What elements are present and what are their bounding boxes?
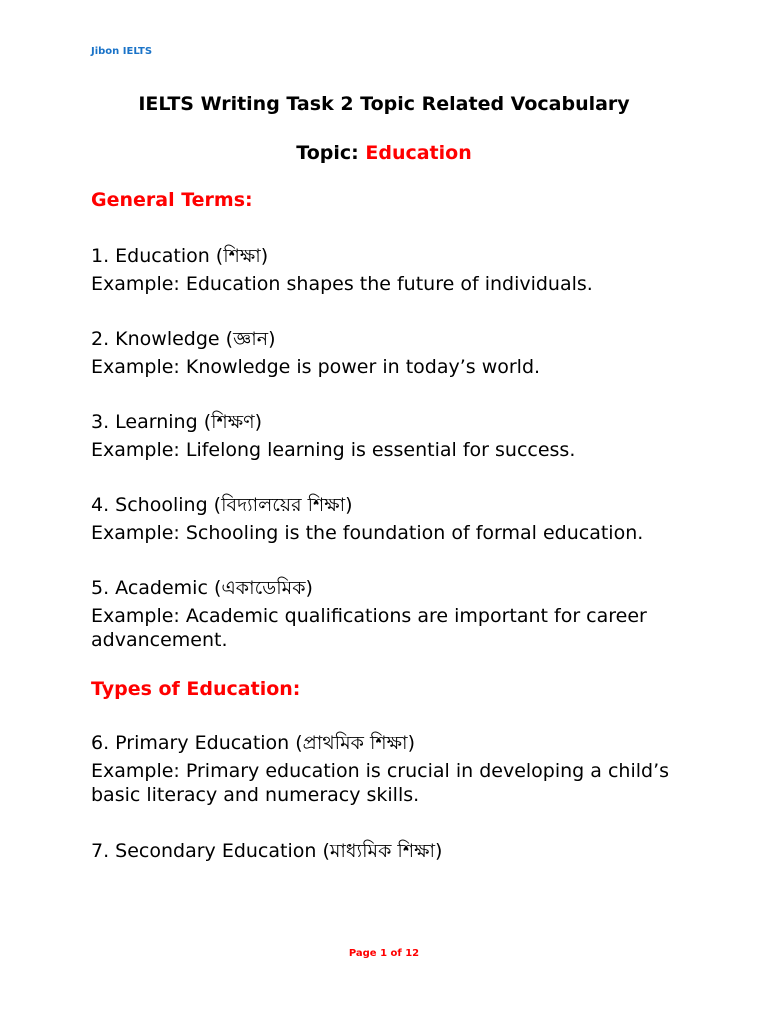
vocab-term: 2. Knowledge (জ্ঞান): [91, 328, 276, 350]
section-heading-types-of-education: Types of Education:: [91, 678, 301, 700]
topic-prefix: Topic:: [296, 142, 366, 164]
vocab-term: 7. Secondary Education (মাধ্যমিক শিক্ষা): [91, 840, 443, 862]
vocab-example: Example: Primary education is crucial in developing a child’s basic literacy and numeracy skills.: [91, 760, 670, 806]
vocab-term: 5. Academic (একাডেমিক): [91, 577, 313, 599]
vocab-example: Example: Knowledge is power in today’s world.: [91, 356, 541, 378]
page-number: Page 1 of 12: [348, 948, 420, 959]
vocab-term: 6. Primary Education (প্রাথমিক শিক্ষা): [91, 732, 415, 754]
vocab-entry-5: [91, 576, 691, 652]
vocab-entry-6: [91, 731, 691, 807]
vocab-term: 1. Education (শিক্ষা): [91, 245, 269, 267]
vocab-entry-7: [91, 839, 691, 863]
vocab-term: 3. Learning (শিক্ষণ): [91, 411, 263, 433]
vocab-entry-4: [91, 493, 691, 545]
vocab-example: Example: Lifelong learning is essential for success.: [91, 439, 576, 461]
vocab-example: Example: Schooling is the foundation of formal education.: [91, 522, 644, 544]
section-heading-general-terms: General Terms:: [91, 189, 253, 211]
vocab-entry-2: [91, 327, 691, 379]
vocab-example: Example: Academic qualifications are important for career advancement.: [91, 605, 647, 651]
topic-line: [0, 142, 768, 164]
vocab-term: 4. Schooling (বিদ্যালয়ের শিক্ষা): [91, 494, 353, 516]
vocab-example: Example: Education shapes the future of individuals.: [91, 273, 593, 295]
vocab-entry-3: [91, 410, 691, 462]
header-brand-label: Jibon IELTS: [91, 46, 153, 57]
topic-value: Education: [365, 142, 472, 164]
vocab-entry-1: [91, 244, 691, 296]
document-title: IELTS Writing Task 2 Topic Related Vocabulary: [138, 93, 630, 115]
